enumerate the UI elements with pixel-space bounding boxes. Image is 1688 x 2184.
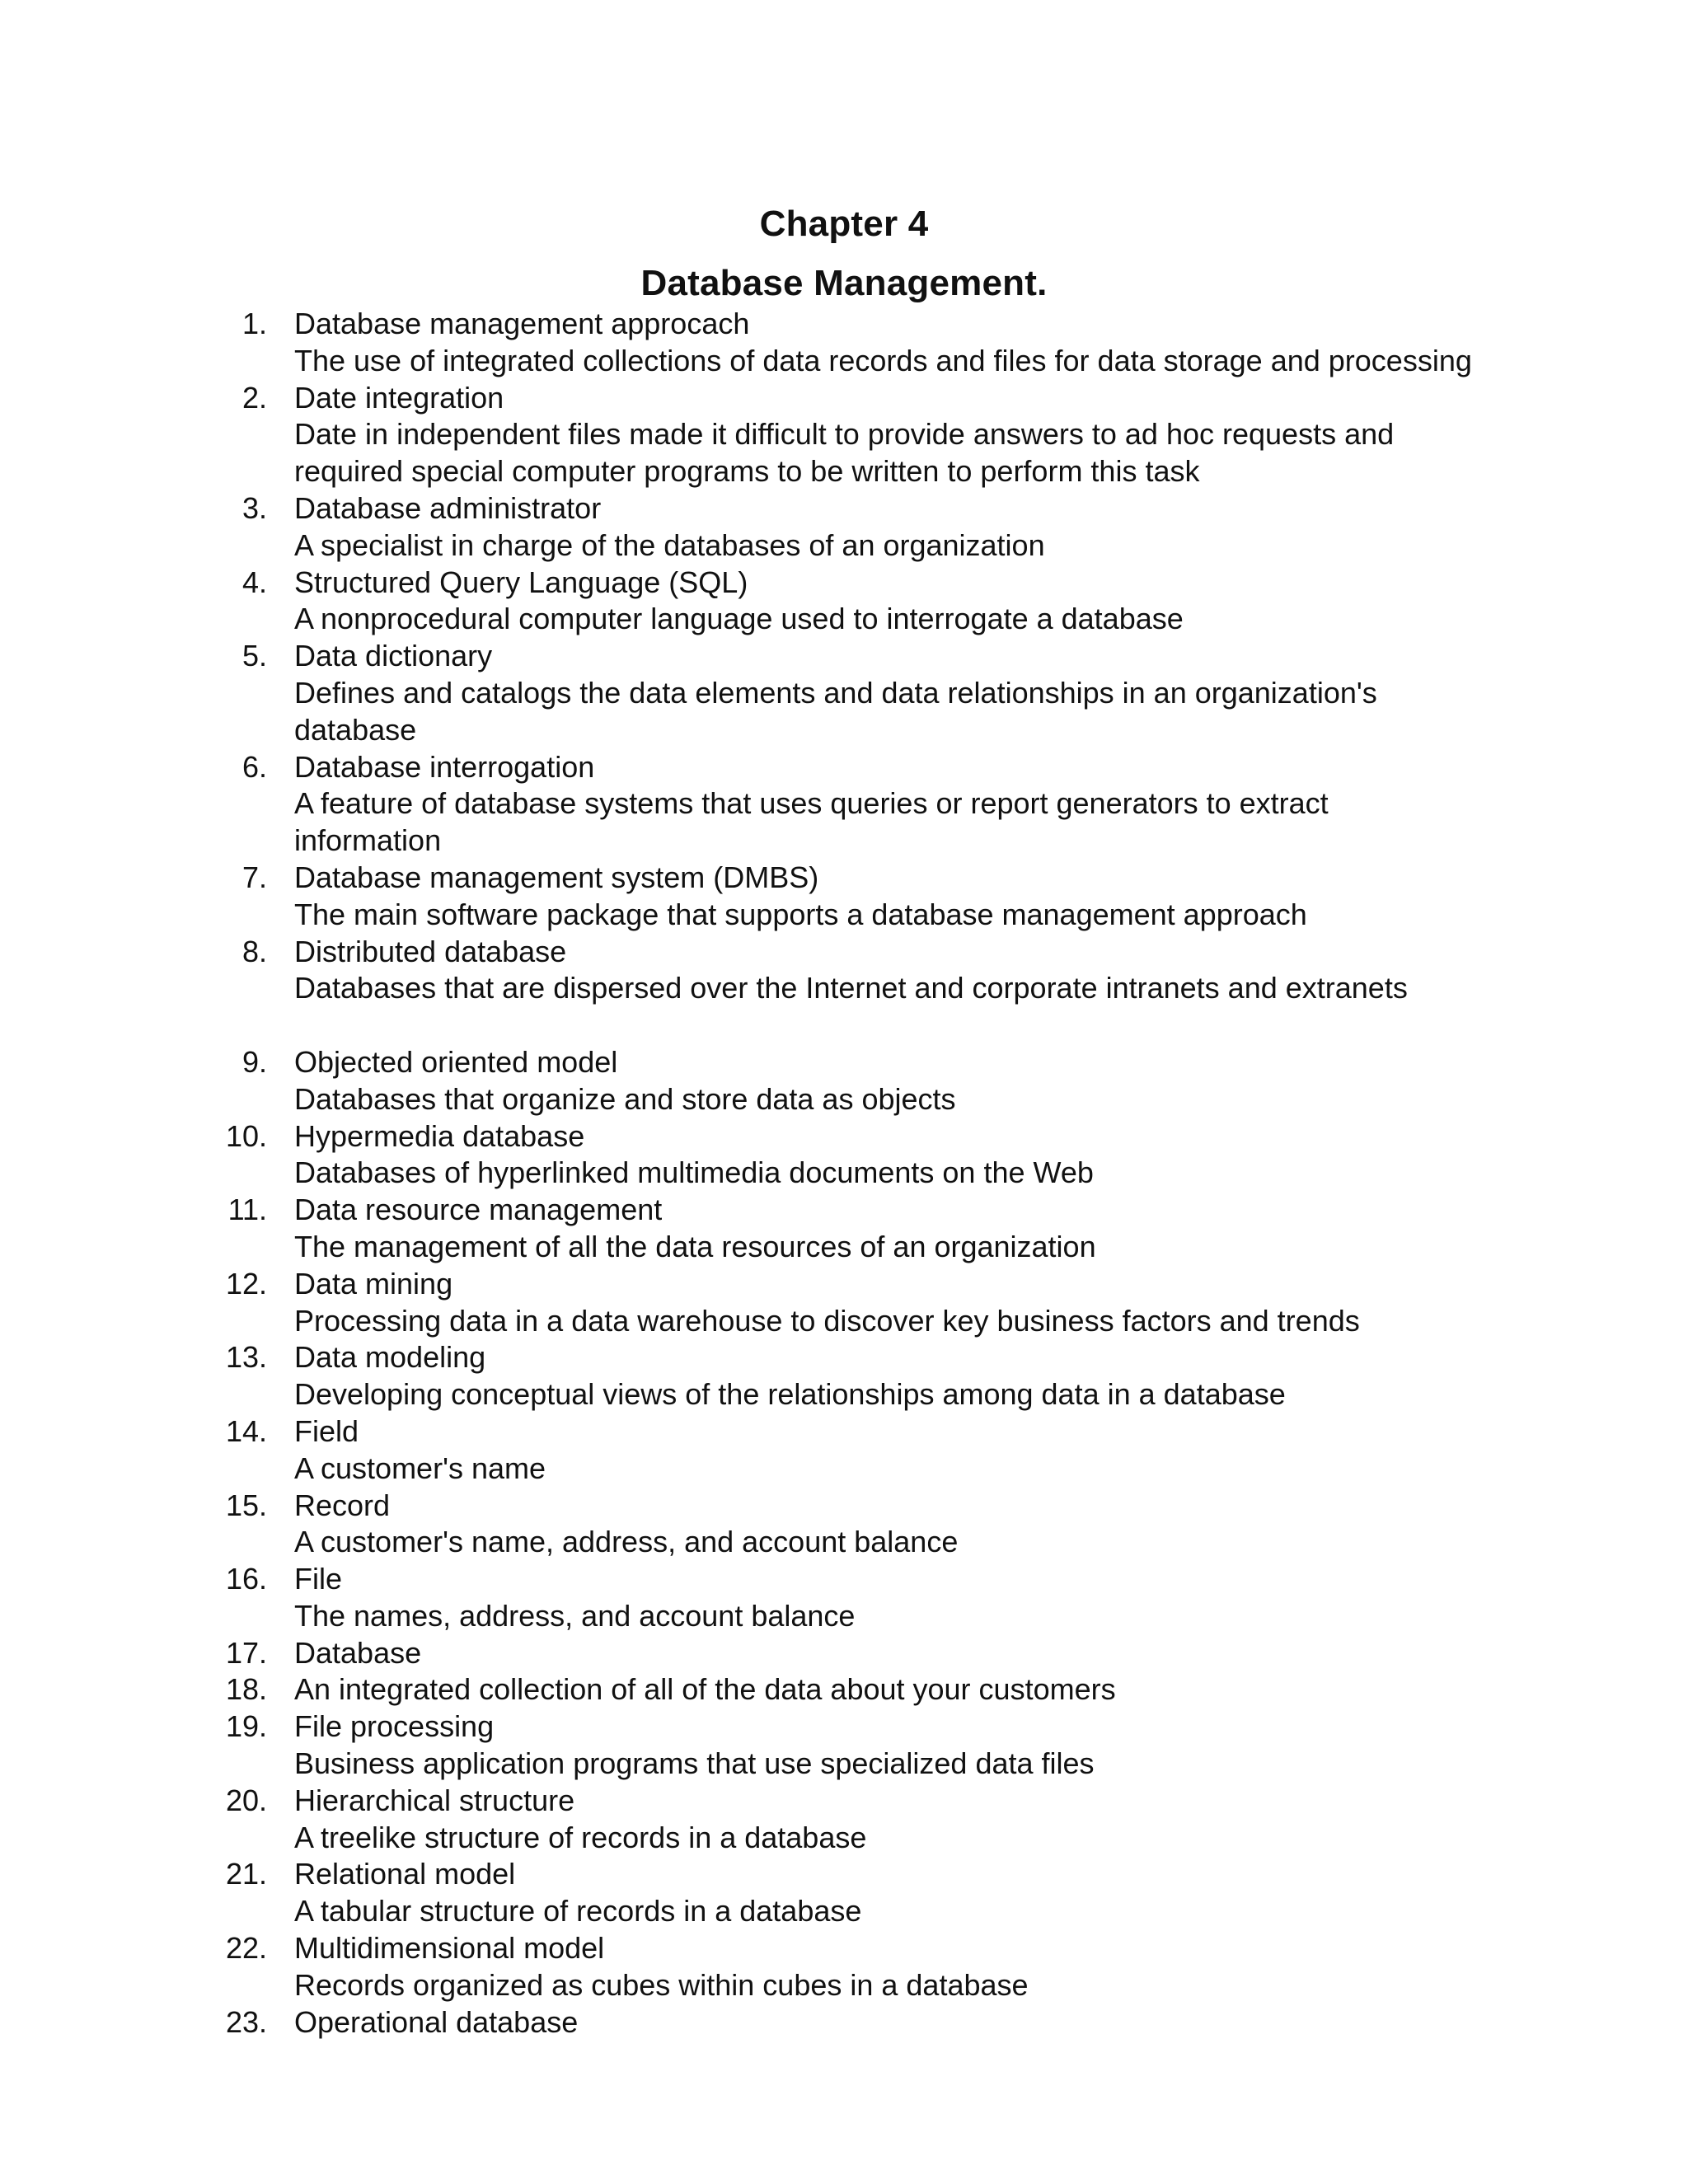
list-item xyxy=(0,1118,1688,1193)
term: Distributed database xyxy=(294,934,567,968)
term: File xyxy=(294,1562,343,1596)
item-text xyxy=(294,1561,1481,1635)
item-number: 14. xyxy=(225,1413,267,1448)
item-text xyxy=(294,638,1481,748)
term: Hypermedia database xyxy=(294,1118,585,1153)
item-text xyxy=(294,490,1481,565)
list-item xyxy=(0,1339,1688,1413)
list-item xyxy=(0,1044,1688,1118)
list-item xyxy=(0,490,1688,565)
term: Data modeling xyxy=(294,1340,486,1375)
term: Data mining xyxy=(294,1266,453,1301)
item-number: 2. xyxy=(241,380,267,415)
item-text xyxy=(294,1708,1481,1783)
definition: Records organized as cubes within cubes in a database xyxy=(294,1967,1029,2002)
item-number: 13. xyxy=(225,1340,267,1375)
item-number: 18. xyxy=(225,1672,267,1707)
list-item xyxy=(0,1561,1688,1635)
definition: Processing data in a data warehouse to discover key business factors and trends xyxy=(294,1303,1360,1338)
term: Data dictionary xyxy=(294,639,493,673)
item-text xyxy=(294,380,1481,490)
definition: The names, address, and account balance xyxy=(294,1598,856,1633)
item-text xyxy=(294,934,1481,1008)
item-text xyxy=(294,1635,1481,1672)
item-text xyxy=(294,1044,1481,1118)
definition-list xyxy=(0,306,1688,2041)
item-number: 4. xyxy=(241,565,267,599)
list-item xyxy=(0,1413,1688,1488)
item-number: 21. xyxy=(225,1857,267,1891)
item-number: 3. xyxy=(241,490,267,525)
list-item xyxy=(0,306,1688,380)
definition: A feature of database systems that uses queries or report generators to extract information xyxy=(294,786,1329,858)
list-item xyxy=(0,1783,1688,1857)
item-text xyxy=(294,1118,1481,1193)
list-item xyxy=(0,1266,1688,1340)
list-item xyxy=(0,1930,1688,2004)
term: Record xyxy=(294,1488,391,1522)
term: Multidimensional model xyxy=(294,1931,605,1966)
item-number: 11. xyxy=(227,1193,267,1227)
term: Database xyxy=(294,1635,422,1670)
item-number: 12. xyxy=(225,1266,267,1301)
term: An integrated collection of all of the data about your customers xyxy=(294,1672,1116,1707)
item-number: 15. xyxy=(225,1488,267,1522)
definition: Databases of hyperlinked multimedia documents on the Web xyxy=(294,1155,1094,1190)
item-number: 10. xyxy=(225,1118,267,1153)
definition: The main software package that supports a database management approach xyxy=(294,897,1307,931)
term: Hierarchical structure xyxy=(294,1783,575,1817)
term: Data resource management xyxy=(294,1193,663,1227)
item-text xyxy=(294,1339,1481,1413)
term: File processing xyxy=(294,1709,495,1744)
document-title: Database Management. xyxy=(640,263,1048,303)
list-item xyxy=(0,2004,1688,2041)
definition: Databases that are dispersed over the Internet and corporate intranets and extranets xyxy=(294,971,1408,1005)
item-text xyxy=(294,860,1481,934)
definition: The use of integrated collections of data records and files for data storage and processing xyxy=(294,343,1472,377)
term: Database interrogation xyxy=(294,749,595,784)
item-text xyxy=(294,1856,1481,1930)
item-text xyxy=(294,306,1481,380)
list-item xyxy=(0,1635,1688,1672)
list-item xyxy=(0,749,1688,860)
list-item xyxy=(0,1488,1688,1562)
item-number: 8. xyxy=(241,934,267,968)
item-number: 17. xyxy=(225,1635,267,1670)
term: Date integration xyxy=(294,380,504,415)
item-text xyxy=(294,1192,1481,1266)
definition: A tabular structure of records in a database xyxy=(294,1894,862,1929)
item-text xyxy=(294,1413,1481,1488)
term: Field xyxy=(294,1413,359,1448)
item-number: 5. xyxy=(241,639,267,673)
list-item xyxy=(0,1192,1688,1266)
term: Structured Query Language (SQL) xyxy=(294,565,748,599)
item-text xyxy=(294,1266,1481,1340)
term: Objected oriented model xyxy=(294,1044,618,1079)
item-text xyxy=(294,1783,1481,1857)
term: Database management approcach xyxy=(294,307,750,340)
item-text xyxy=(294,2004,1481,2041)
list-item xyxy=(0,860,1688,934)
definition: A customer's name xyxy=(294,1451,546,1485)
item-text xyxy=(294,565,1481,639)
blank-line xyxy=(0,1007,1688,1044)
definition: A specialist in charge of the databases of an organization xyxy=(294,527,1045,562)
item-number: 19. xyxy=(225,1709,267,1744)
list-item xyxy=(0,1671,1688,1708)
definition: Date in independent files made it difficult to provide answers to ad hoc requests and required special computer programs to be written to perform this task xyxy=(294,417,1395,489)
term: Database management system (DMBS) xyxy=(294,860,819,894)
list-item xyxy=(0,934,1688,1008)
item-number: 20. xyxy=(225,1783,267,1817)
definition: Databases that organize and store data as objects xyxy=(294,1081,956,1116)
item-text xyxy=(294,1671,1481,1708)
definition: A nonprocedural computer language used to interrogate a database xyxy=(294,602,1184,636)
definition: A customer's name, address, and account balance xyxy=(294,1525,959,1559)
item-number: 1. xyxy=(241,307,267,340)
item-number: 6. xyxy=(241,749,267,784)
item-number: 23. xyxy=(225,2004,267,2039)
item-text xyxy=(294,749,1481,860)
chapter-title: Chapter 4 xyxy=(759,204,929,244)
definition: Developing conceptual views of the relationships among data in a database xyxy=(294,1377,1286,1412)
definition: The management of all the data resources of an organization xyxy=(294,1229,1096,1263)
list-item xyxy=(0,638,1688,748)
term: Relational model xyxy=(294,1857,516,1891)
list-item xyxy=(0,380,1688,490)
item-number: 16. xyxy=(225,1562,267,1596)
item-number: 7. xyxy=(241,860,267,894)
item-number: 9. xyxy=(241,1044,267,1079)
item-number: 22. xyxy=(225,1931,267,1966)
definition: Business application programs that use specialized data files xyxy=(294,1746,1095,1781)
list-item xyxy=(0,1856,1688,1930)
item-text xyxy=(294,1930,1481,2004)
item-text xyxy=(294,1488,1481,1562)
term: Operational database xyxy=(294,2004,579,2039)
term: Database administrator xyxy=(294,490,602,525)
definition: A treelike structure of records in a database xyxy=(294,1820,867,1854)
definition: Defines and catalogs the data elements and data relationships in an organization's database xyxy=(294,675,1377,747)
list-item xyxy=(0,1708,1688,1783)
list-item xyxy=(0,565,1688,639)
